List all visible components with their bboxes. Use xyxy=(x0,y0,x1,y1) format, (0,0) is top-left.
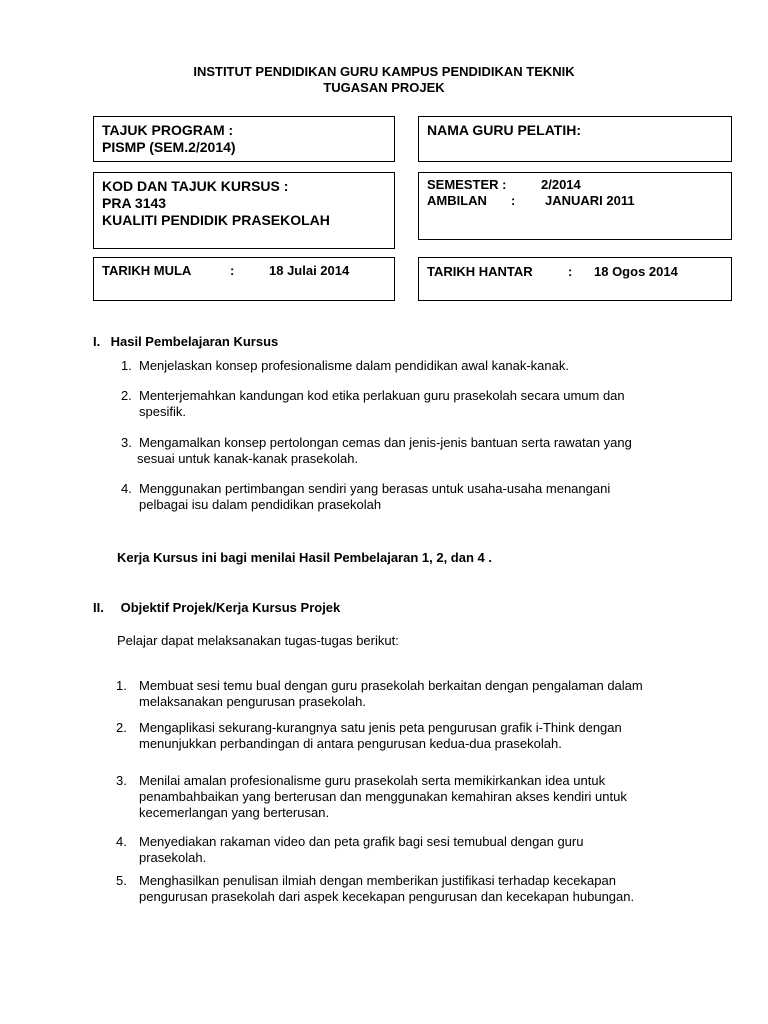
outcome-text-line: sesuai untuk kanak-kanak prasekolah. xyxy=(137,451,359,466)
semester-box xyxy=(418,172,732,240)
submit-date-box xyxy=(418,257,732,301)
start-date-row xyxy=(102,263,386,279)
semester-row xyxy=(427,177,723,193)
intake-row xyxy=(427,193,723,209)
objective-text-line: Mengaplikasi sekurang-kurangnya satu jenis peta pengurusan grafik i-Think dengan xyxy=(139,720,622,735)
objective-text-line: Menilai amalan profesionalisme guru prasekolah serta memikirkankan idea untuk xyxy=(139,773,606,788)
submit-date-value: 18 Ogos 2014 xyxy=(594,264,678,279)
institute-title: INSTITUT PENDIDIKAN GURU KAMPUS PENDIDIKAN TEKNIK xyxy=(193,64,575,79)
outcome-number: 1. xyxy=(121,358,132,373)
program-box xyxy=(93,116,395,162)
intake-value: JANUARI 2011 xyxy=(545,193,635,208)
trainer-box xyxy=(418,116,732,162)
objective-text-line: prasekolah. xyxy=(139,850,207,865)
objective-item-3 xyxy=(116,773,746,821)
objective-number: 1. xyxy=(116,678,127,693)
outcome-number: 4. xyxy=(121,481,132,496)
outcome-item-4 xyxy=(121,481,741,513)
program-value: PISMP (SEM.2/2014) xyxy=(102,139,236,155)
intake-colon: : xyxy=(511,193,516,208)
objective-number: 3. xyxy=(116,773,127,788)
outcome-item-2 xyxy=(121,388,741,420)
intake-label: AMBILAN xyxy=(427,193,487,208)
section-1-title xyxy=(93,334,278,350)
objective-item-1 xyxy=(116,678,746,710)
outcome-item-1 xyxy=(121,358,741,374)
outcome-text-line: spesifik. xyxy=(139,404,186,419)
outcome-text-line: Menggunakan pertimbangan sendiri yang berasas untuk usaha-usaha menangani xyxy=(139,481,611,496)
start-date-colon: : xyxy=(230,263,235,278)
submit-date-label: TARIKH HANTAR xyxy=(427,264,533,279)
objective-text-line: Membuat sesi temu bual dengan guru prasekolah berkaitan dengan pengalaman dalam xyxy=(139,678,643,693)
section-1-number: I. xyxy=(93,334,101,349)
objective-text-line: melaksanakan pengurusan prasekolah. xyxy=(139,694,366,709)
objective-text-line: Menyediakan rakaman video dan peta grafik bagi sesi temubual dengan guru xyxy=(139,834,584,849)
objective-number: 4. xyxy=(116,834,127,849)
assessment-note: Kerja Kursus ini bagi menilai Hasil Pembelajaran 1, 2, dan 4 . xyxy=(117,550,492,565)
objective-text-line: Menghasilkan penulisan ilmiah dengan memberikan justifikasi terhadap kecekapan xyxy=(139,873,616,888)
objective-number: 5. xyxy=(116,873,127,888)
trainer-label: NAMA GURU PELATIH: xyxy=(427,122,581,138)
outcome-number: 2. xyxy=(121,388,132,403)
section-1-heading: Hasil Pembelajaran Kursus xyxy=(110,334,279,349)
course-label: KOD DAN TAJUK KURSUS : xyxy=(102,178,289,194)
objective-item-2 xyxy=(116,720,746,752)
objective-item-4 xyxy=(116,834,746,866)
course-box xyxy=(93,172,395,249)
objective-text-line: pengurusan prasekolah dari aspek kecekapan pengurusan dan kecekapan hubungan. xyxy=(139,889,635,904)
outcome-text-line: Menterjemahkan kandungan kod etika perlakuan guru prasekolah secara umum dan xyxy=(139,388,625,403)
start-date-label: TARIKH MULA xyxy=(102,263,192,278)
outcome-number: 3. xyxy=(121,435,132,450)
objective-text-line: penambahbaikan yang berterusan dan menggunakan kemahiran akses kendiri untuk xyxy=(139,789,627,804)
course-code: PRA 3143 xyxy=(102,195,167,211)
start-date-box xyxy=(93,257,395,301)
start-date-value: 18 Julai 2014 xyxy=(269,263,350,278)
section-2-heading: Objektif Projek/Kerja Kursus Projek xyxy=(120,600,341,615)
document-header xyxy=(0,64,768,96)
program-label: TAJUK PROGRAM : xyxy=(102,122,234,138)
outcome-item-3 xyxy=(121,435,741,467)
outcome-text-line: Menjelaskan konsep profesionalisme dalam pendidikan awal kanak-kanak. xyxy=(139,358,569,373)
objective-text-line: menunjukkan perbandingan di antara pengurusan kedua-dua prasekolah. xyxy=(139,736,562,751)
semester-label: SEMESTER : xyxy=(427,177,507,192)
outcome-text-line: pelbagai isu dalam pendidikan prasekolah xyxy=(139,497,382,512)
objectives-intro: Pelajar dapat melaksanakan tugas-tugas berikut: xyxy=(117,633,399,648)
submit-date-colon: : xyxy=(568,264,573,279)
objective-number: 2. xyxy=(116,720,127,735)
course-title: KUALITI PENDIDIK PRASEKOLAH xyxy=(102,212,330,228)
assignment-title: TUGASAN PROJEK xyxy=(323,80,445,95)
objective-item-5 xyxy=(116,873,756,905)
outcome-text-line: Mengamalkan konsep pertolongan cemas dan jenis-jenis bantuan serta rawatan yang xyxy=(139,435,632,450)
section-2-number: II. xyxy=(93,600,104,615)
objective-text-line: kecemerlangan yang berterusan. xyxy=(139,805,330,820)
semester-value: 2/2014 xyxy=(541,177,581,192)
submit-date-row xyxy=(427,264,723,280)
section-2-title xyxy=(93,600,340,616)
